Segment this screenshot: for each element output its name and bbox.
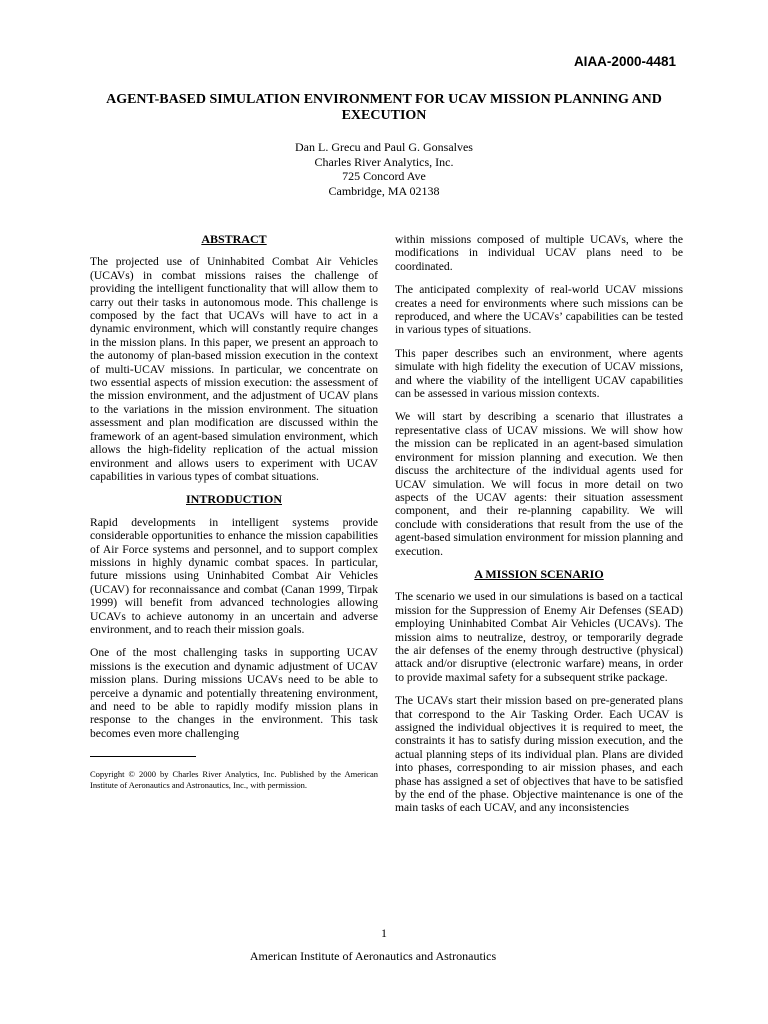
left-column [90,233,378,800]
page-number: 1 [381,926,387,940]
intro-paragraph-2: One of the most challenging tasks in supporting UCAV missions is the execution and dynamic adjustment of UCAV mission plans. During missions UCAVs need to be able to perceive a dynamic and potentially threatening environment, and need to be able to rapidly modify mission plans in response to the changes in the environment. This task becomes even more challenging [90,646,378,740]
mission-scenario-heading: A MISSION SCENARIO [474,566,604,581]
scenario-paragraph-2: The UCAVs start their mission based on pre-generated plans that correspond to the Air Tasking Order. Each UCAV is assigned the individual objectives it is required to meet, the constraints it has to satisfy during mission execution, and the actual planning steps of its individual plan. Plans are divided into phases, corresponding to air mission phases, and each phase has assigned a set of objectives that have to be satisfied by the end of the phase. Objective maintenance is one of the main tasks of each UCAV, and any inconsistencies [395,694,683,815]
body-paragraph-1: within missions composed of multiple UCAVs, where the modifications in individual UCAV plans need to be coordinated. [395,233,683,273]
scenario-paragraph-1: The scenario we used in our simulations is based on a tactical mission for the Suppression of Enemy Air Defenses (SEAD) employing Uninhabited Combat Air Vehicles (UCAVs). The mission aims to neutralize, destroy, or temporarily degrade the air defenses of the enemy through destructive (physical) attack and/or disruptive (electronic warfare) means, in order to provide maximal safety for a subsequent strike package. [395,590,683,684]
abstract-heading: ABSTRACT [201,232,267,246]
author-names: Dan L. Grecu and Paul G. Gonsalves [295,140,473,154]
intro-paragraph-1: Rapid developments in intelligent systems provide considerable opportunities to enhance the mission capabilities of Air Force systems and personnel, and to support complex missions in highly dynamic combat spaces. In particular, future missions using Uninhabited Combat Air Vehicles (UCAV) for reconnaissance and combat (Canan 1999, Tirpak 1999) will benefit from advanced technologies allowing UCAVs to achieve autonomy in an uncertain and adverse environment, and to reach their mission goals. [90,515,378,636]
author-street: 725 Concord Ave [342,169,426,183]
introduction-heading: INTRODUCTION [185,492,282,507]
author-city: Cambridge, MA 02138 [328,183,440,198]
copyright-footnote: Copyright © 2000 by Charles River Analytics, Inc. Published by the American Institute of Aeronautics and Astronautics, Inc., with permission. [90,769,378,790]
paper-title: AGENT-BASED SIMULATION ENVIRONMENT FOR UCAV MISSION PLANNING AND EXECUTION [106,92,662,123]
page-footer: American Institute of Aeronautics and Astronautics [249,949,497,963]
report-id: AIAA-2000-4481 [573,54,676,69]
footnote-divider [90,756,196,757]
author-organization: Charles River Analytics, Inc. [314,154,454,169]
body-paragraph-4: We will start by describing a scenario that illustrates a representative class of UCAV missions. We will show how the mission can be replicated in an agent-based simulation environment for mission planning and execution. We then discuss the architecture of the individual agents used for UCAV simulation. We will focus in more detail on two aspects of the UCAV agents: their situation assessment component, and their re-planning capability. We will conclude with considerations that result from the use of the agent-based simulation environment for mission planning and execution. [395,410,683,558]
body-paragraph-2: The anticipated complexity of real-world UCAV missions creates a need for environments where such missions can be reproduced, and where the UCAVs’ capabilities can be tested in various types of situations. [395,283,683,337]
abstract-paragraph: The projected use of Uninhabited Combat Air Vehicles (UCAVs) in combat missions raises the challenge of providing the intelligent functionality that will allow them to carry out their tasks in autonomous mode. This challenge is composed by the fact that UCAVs will have to act in a dynamic environment, which will constantly require changes in the mission plans. In this paper, we present an approach to the autonomy of plan-based mission execution in the context of multi-UCAV missions. In particular, we concentrate on two essential aspects of mission execution: the assessment of the mission environment, and the adjustment of UCAV plans to the variations in the mission environment. The situation assessment and plan modification are discussed within the framework of an agent-based simulation environment, which allows the high-fidelity replication of the actual mission environment and allows users to experiment with UCAV capabilities in various types of combat situations. [90,255,378,483]
right-column [395,233,683,825]
author-block [80,140,688,198]
body-paragraph-3: This paper describes such an environment, where agents simulate with high fidelity the execution of UCAV missions, and where the viability of the intelligent UCAV capabilities can be assessed in various mission contexts. [395,346,683,401]
